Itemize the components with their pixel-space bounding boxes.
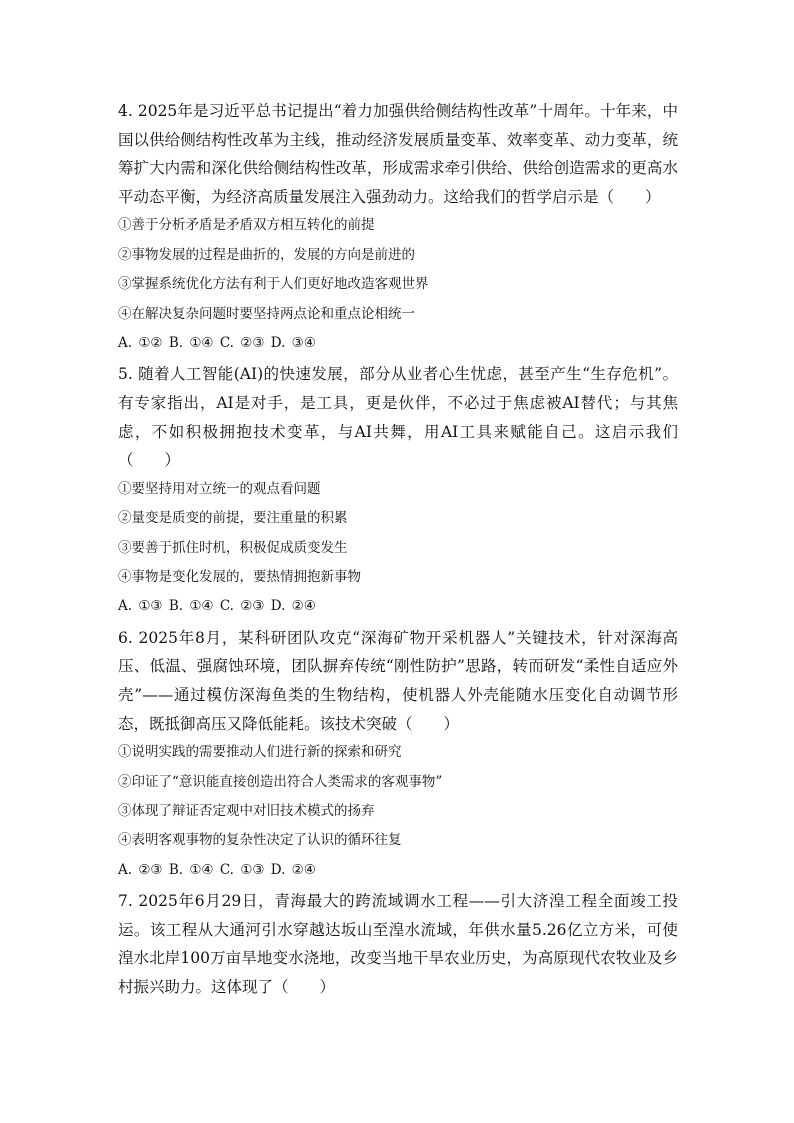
- statement-1: ①要坚持用对立统一的观点看问题: [118, 480, 321, 497]
- statement-3: ③体现了辩证否定观中对旧技术模式的扬弃: [118, 803, 375, 819]
- statement-4: ④事物是变化发展的，要热情拥抱新事物: [118, 569, 361, 585]
- statement-2: ②量变是质变的前提，要注重量的积累: [118, 510, 348, 527]
- question-stem: 5. 随着人工智能(AI)的快速发展，部分从业者心生忧虑，甚至产生“生存危机”。有专家指出，AI是对手，是工具，更是伙伴，不必过于焦虑被AI替代；与其焦虑，不如积极拥抱技术变革，与AI共舞，用AI工具来赋能自己。这启示我们（ ）: [118, 365, 678, 470]
- statement-2: ②印证了“意识能直接创造出符合人类需求的客观事物”: [118, 773, 443, 790]
- answer-choices: A. ①② B. ①④ C. ②③ D. ③④: [118, 335, 316, 351]
- question-stem: 4. 2025年是习近平总书记提出“着力加强供给侧结构性改革”十周年。十年来，中国以供给侧结构性改革为主线，推动经济发展质量变革、效率变革、动力变革，统筹扩大内需和深化供给侧结构性改革，形成需求牵引供给、供给创造需求的更高水平动态平衡，为经济高质量发展注入强劲动力。这给我们的哲学启示是（ ）: [118, 102, 678, 206]
- statement-4: ④表明客观事物的复杂性决定了认识的循环往复: [118, 832, 402, 849]
- statement-1: ①说明实践的需要推动人们进行新的探索和研究: [118, 744, 402, 761]
- question-5: [118, 360, 678, 621]
- question-stem: 7. 2025年6月29日，青海最大的跨流域调水工程——引大济湟工程全面竣工投运。该工程从大通河引水穿越达坂山至湟水流域，年供水量5.26亿立方米，可使湟水北岸100万亩旱地变水浇地，改变当地干旱农业历史，为高原现代农牧业及乡村振兴助力。这体现了（ ）: [118, 892, 678, 996]
- statement-2: ②事物发展的过程是曲折的，发展的方向是前进的: [118, 246, 415, 263]
- answer-choices: A. ①③ B. ①④ C. ②③ D. ②④: [118, 598, 316, 615]
- question-4: [118, 97, 678, 358]
- question-6: [118, 624, 678, 885]
- exam-page: [118, 97, 678, 1002]
- statement-3: ③掌握系统优化方法有利于人们更好地改造客观世界: [118, 276, 429, 293]
- answer-choices: A. ②③ B. ①④ C. ①③ D. ②④: [118, 861, 316, 878]
- statement-3: ③要善于抓住时机，积极促成质变发生: [118, 539, 348, 556]
- question-stem: 6. 2025年8月，某科研团队攻克“深海矿物开采机器人”关键技术，针对深海高压、低温、强腐蚀环境，团队摒弃传统“刚性防护”思路，转而研发“柔性自适应外壳”——通过模仿深海鱼类的生物结构，使机器人外壳能随水压变化自动调节形态，既抵御高压又降低能耗。该技术突破（ ）: [118, 628, 678, 733]
- question-7: [118, 887, 678, 1001]
- statement-1: ①善于分析矛盾是矛盾双方相互转化的前提: [118, 217, 375, 234]
- statement-4: ④在解决复杂问题时要坚持两点论和重点论相统一: [118, 305, 415, 322]
